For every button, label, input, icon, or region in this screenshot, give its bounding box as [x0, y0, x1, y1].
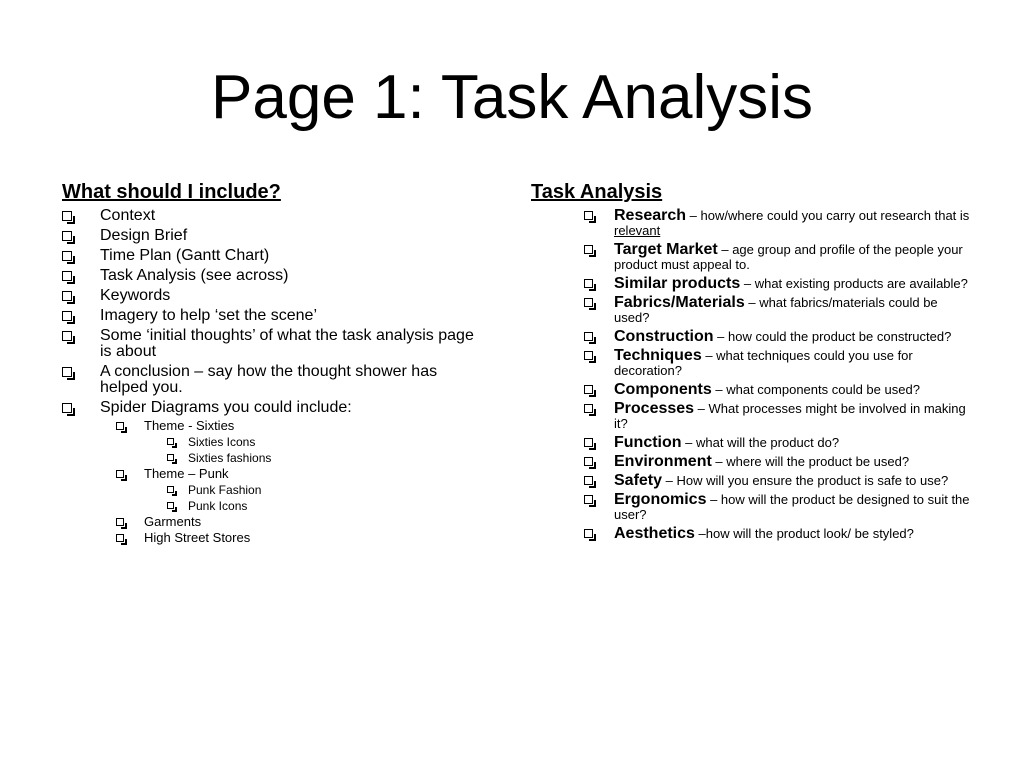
list-item: Ergonomics – how will the product be designed to suit the user? [531, 492, 971, 522]
checkbox-bullet-icon [62, 211, 72, 221]
checkbox-bullet-icon [116, 534, 124, 542]
checkbox-bullet-icon [116, 422, 124, 430]
list-item: Target Market – age group and profile of the people your product must appeal to. [531, 242, 971, 272]
checkbox-bullet-icon [584, 245, 593, 254]
page-title: Page 1: Task Analysis [211, 63, 813, 132]
list-item: Processes – What processes might be involved in making it? [531, 401, 971, 431]
right-heading: Task Analysis [531, 181, 663, 203]
list-item: Time Plan (Gantt Chart) [62, 248, 482, 264]
list-item: Components – what components could be used? [531, 382, 971, 397]
task-analysis-list [531, 208, 971, 541]
list-item: Sixties Icons [144, 435, 482, 449]
include-list [62, 208, 482, 545]
list-item: Theme - Sixties Sixties Icons Sixties fashions [100, 419, 482, 465]
checkbox-bullet-icon [584, 298, 593, 307]
list-item: Function – what will the product do? [531, 435, 971, 450]
list-item: Aesthetics –how will the product look/ be styled? [531, 526, 971, 541]
list-item: Fabrics/Materials – what fabrics/materials could be used? [531, 295, 971, 325]
list-item: Imagery to help ‘set the scene’ [62, 308, 482, 324]
checkbox-bullet-icon [62, 311, 72, 321]
checkbox-bullet-icon [584, 529, 593, 538]
checkbox-bullet-icon [116, 518, 124, 526]
list-item: High Street Stores [100, 531, 482, 545]
right-column [531, 178, 971, 545]
checkbox-bullet-icon [584, 457, 593, 466]
checkbox-bullet-icon [62, 291, 72, 301]
list-item: Spider Diagrams you could include: Theme - Sixties Sixties Icons Sixties fashions Theme – Punk Punk Fashion Punk Icons Garments High Street Stores [62, 400, 482, 545]
checkbox-bullet-icon [167, 502, 174, 509]
list-item: A conclusion – say how the thought shower has helped you. [62, 364, 482, 396]
list-item: Punk Fashion [144, 483, 482, 497]
checkbox-bullet-icon [584, 404, 593, 413]
spider-diagram-list [100, 419, 482, 545]
checkbox-bullet-icon [584, 351, 593, 360]
checkbox-bullet-icon [167, 438, 174, 445]
left-heading: What should I include? [62, 181, 281, 203]
list-item: Construction – how could the product be constructed? [531, 329, 971, 344]
sub-list [144, 435, 482, 465]
checkbox-bullet-icon [62, 271, 72, 281]
checkbox-bullet-icon [62, 251, 72, 261]
checkbox-bullet-icon [584, 211, 593, 220]
list-item: Design Brief [62, 228, 482, 244]
list-item: Task Analysis (see across) [62, 268, 482, 284]
checkbox-bullet-icon [116, 470, 124, 478]
checkbox-bullet-icon [584, 279, 593, 288]
list-item: Techniques – what techniques could you use for decoration? [531, 348, 971, 378]
list-item: Punk Icons [144, 499, 482, 513]
left-column [62, 178, 482, 549]
list-item: Sixties fashions [144, 451, 482, 465]
list-item: Theme – Punk Punk Fashion Punk Icons [100, 467, 482, 513]
checkbox-bullet-icon [167, 454, 174, 461]
list-item: Safety – How will you ensure the product is safe to use? [531, 473, 971, 488]
checkbox-bullet-icon [584, 495, 593, 504]
checkbox-bullet-icon [584, 332, 593, 341]
checkbox-bullet-icon [167, 486, 174, 493]
checkbox-bullet-icon [584, 438, 593, 447]
sub-list [144, 483, 482, 513]
list-item: Keywords [62, 288, 482, 304]
list-item: Research – how/where could you carry out research that is relevant [531, 208, 971, 238]
checkbox-bullet-icon [584, 385, 593, 394]
list-item: Environment – where will the product be used? [531, 454, 971, 469]
checkbox-bullet-icon [62, 231, 72, 241]
list-item: Similar products – what existing products are available? [531, 276, 971, 291]
checkbox-bullet-icon [584, 476, 593, 485]
list-item: Context [62, 208, 482, 224]
checkbox-bullet-icon [62, 403, 72, 413]
checkbox-bullet-icon [62, 367, 72, 377]
list-item: Some ‘initial thoughts’ of what the task analysis page is about [62, 328, 482, 360]
list-item: Garments [100, 515, 482, 529]
checkbox-bullet-icon [62, 331, 72, 341]
